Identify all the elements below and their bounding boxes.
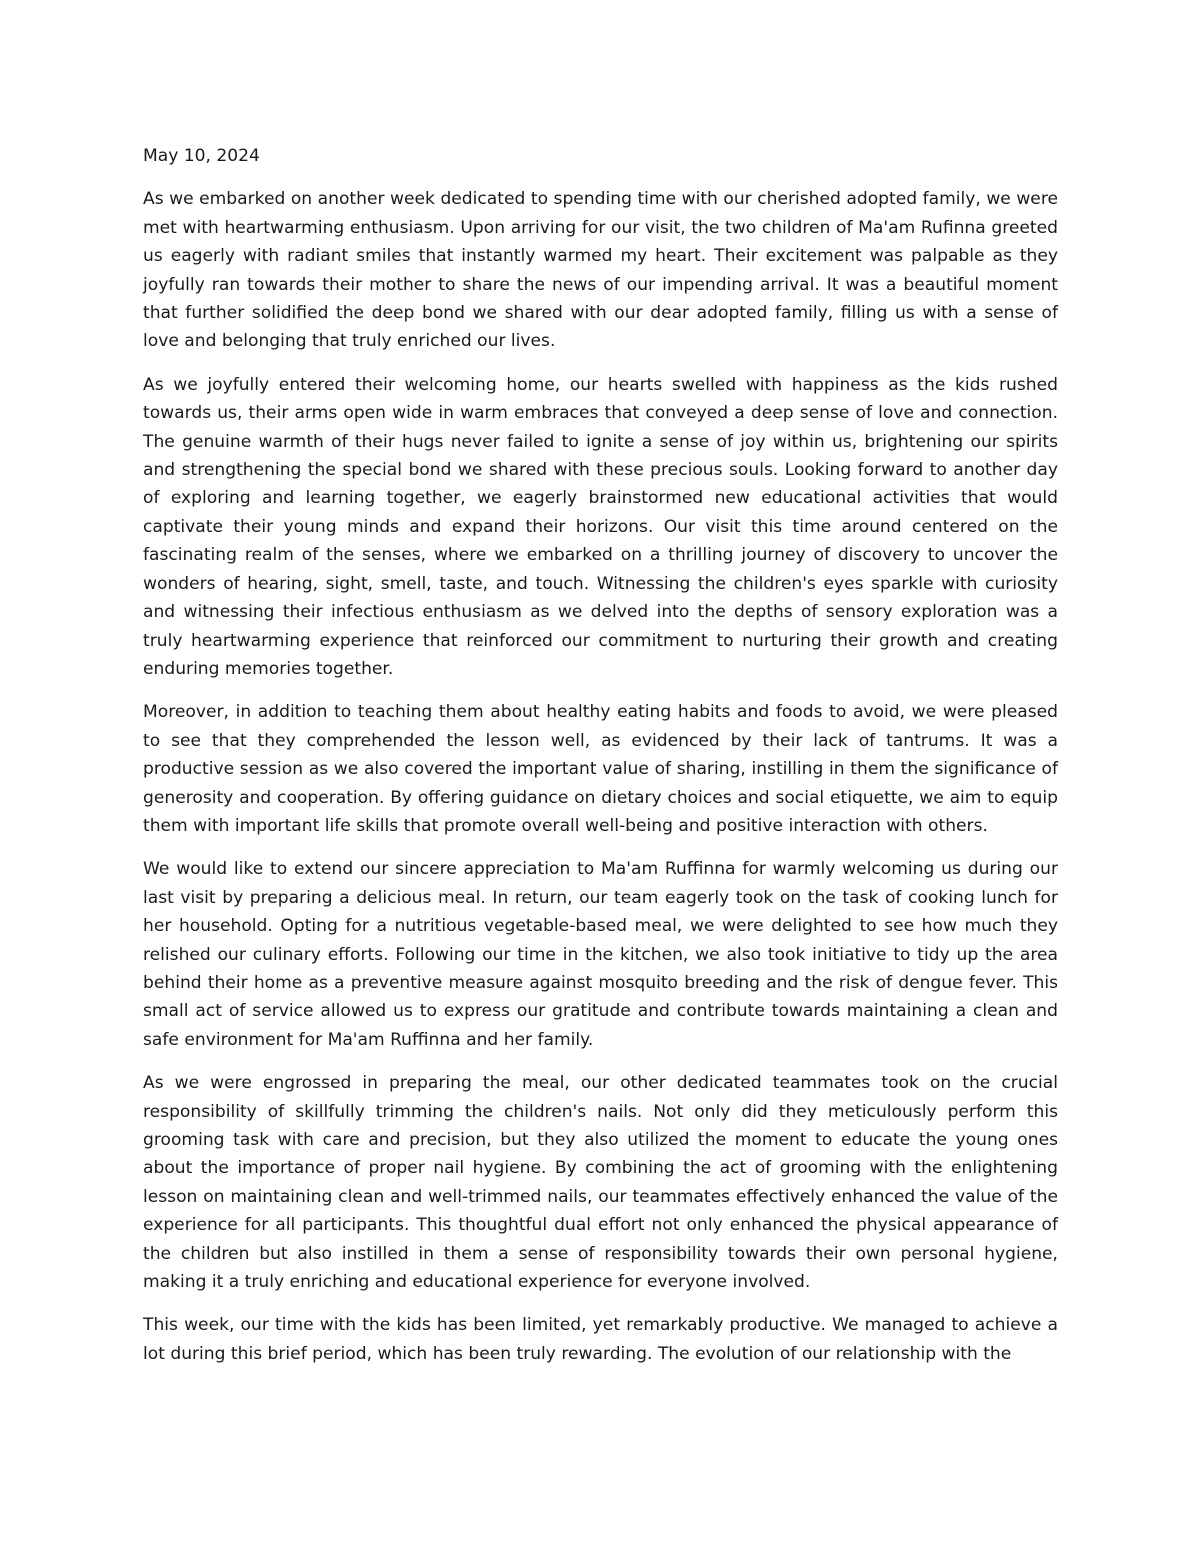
document-date: May 10, 2024 [143, 146, 260, 166]
paragraph-2: As we joyfully entered their welcoming home, our hearts swelled with happiness as the kids rushed towards us, their arms open wide in warm embraces that conveyed a deep sense of love and connection. The genuine warmth of their hugs never failed to ignite a sense of joy within us, brightening our spirits and strengthening the special bond we shared with these precious souls. Looking forward to another day of exploring and learning together, we eagerly brainstormed new educational activities that would captivate their young minds and expand their horizons. Our visit this time around centered on the fascinating realm of the senses, where we embarked on a thrilling journey of discovery to uncover the wonders of hearing, sight, smell, taste, and touch. Witnessing the children's eyes sparkle with curiosity and witnessing their infectious enthusiasm as we delved into the depths of sensory exploration was a truly heartwarming experience that reinforced our commitment to nurturing their growth and creating enduring memories together. [143, 374, 1058, 679]
paragraph-6: This week, our time with the kids has been limited, yet remarkably productive. We managed to achieve a lot during this brief period, which has been truly rewarding. The evolution of our relationship with the [143, 1315, 1058, 1364]
paragraph-4: We would like to extend our sincere appreciation to Ma'am Ruffinna for warmly welcoming us during our last visit by preparing a delicious meal. In return, our team eagerly took on the task of cooking lunch for her household. Opting for a nutritious vegetable-based meal, we were delighted to see how much they relished our culinary efforts. Following our time in the kitchen, we also took initiative to tidy up the area behind their home as a preventive measure against mosquito breeding and the risk of dengue fever. This small act of service allowed us to express our gratitude and contribute towards maintaining a clean and safe environment for Ma'am Ruffinna and her family. [143, 859, 1058, 1050]
document-body [143, 142, 1058, 1383]
paragraph-1: As we embarked on another week dedicated to spending time with our cherished adopted family, we were met with heartwarming enthusiasm. Upon arriving for our visit, the two children of Ma'am Rufinna greeted us eagerly with radiant smiles that instantly warmed my heart. Their excitement was palpable as they joyfully ran towards their mother to share the news of our impending arrival. It was a beautiful moment that further solidified the deep bond we shared with our dear adopted family, filling us with a sense of love and belonging that truly enriched our lives. [143, 189, 1058, 352]
paragraph-5: As we were engrossed in preparing the meal, our other dedicated teammates took on the crucial responsibility of skillfully trimming the children's nails. Not only did they meticulously perform this grooming task with care and precision, but they also utilized the moment to educate the young ones about the importance of proper nail hygiene. By combining the act of grooming with the enlightening lesson on maintaining clean and well-trimmed nails, our teammates effectively enhanced the value of the experience for all participants. This thoughtful dual effort not only enhanced the physical appearance of the children but also instilled in them a sense of responsibility towards their own personal hygiene, making it a truly enriching and educational experience for everyone involved. [143, 1073, 1058, 1293]
paragraph-3: Moreover, in addition to teaching them about healthy eating habits and foods to avoid, we were pleased to see that they comprehended the lesson well, as evidenced by their lack of tantrums. It was a productive session as we also covered the important value of sharing, instilling in them the significance of generosity and cooperation. By offering guidance on dietary choices and social etiquette, we aim to equip them with important life skills that promote overall well-being and positive interaction with others. [143, 702, 1058, 836]
